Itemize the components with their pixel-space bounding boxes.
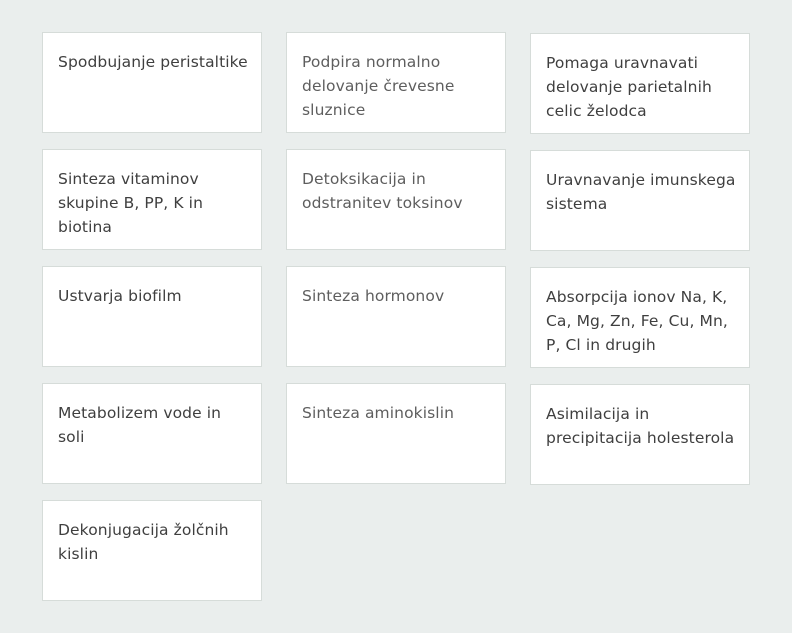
card-text: Asimilacija in precipitacija holesterola (546, 405, 735, 447)
card-text: Uravnavanje imunskega sistema (546, 171, 736, 213)
card-parietal-cells (530, 33, 750, 134)
card-immune (530, 150, 750, 251)
card-amino-acids (286, 383, 506, 484)
card-cholesterol (530, 384, 750, 485)
card-biofilm (42, 266, 262, 367)
card-ion-absorption (530, 267, 750, 368)
card-water-salt (42, 383, 262, 484)
card-text: Sinteza aminokislin (302, 404, 455, 422)
card-mucosa (286, 32, 506, 133)
card-bile-acids (42, 500, 262, 601)
card-peristalsis (42, 32, 262, 133)
card-text: Metabolizem vode in soli (58, 404, 222, 446)
card-text: Dekonjugacija žolčnih kislin (58, 521, 229, 563)
card-text: Sinteza vitaminov skupine B, PP, K in biotina (58, 170, 203, 236)
card-text: Podpira normalno delovanje črevesne sluznice (302, 53, 455, 119)
card-text: Detoksikacija in odstranitev toksinov (302, 170, 463, 212)
card-text: Absorpcija ionov Na, K, Ca, Mg, Zn, Fe, Cu, Mn, P, Cl in drugih (546, 288, 728, 354)
card-vitamin-synthesis (42, 149, 262, 250)
card-hormones (286, 266, 506, 367)
card-detox (286, 149, 506, 250)
card-text: Spodbujanje peristaltike (58, 53, 248, 71)
card-text: Pomaga uravnavati delovanje parietalnih celic želodca (546, 54, 712, 120)
card-text: Ustvarja biofilm (58, 287, 182, 305)
card-text: Sinteza hormonov (302, 287, 445, 305)
